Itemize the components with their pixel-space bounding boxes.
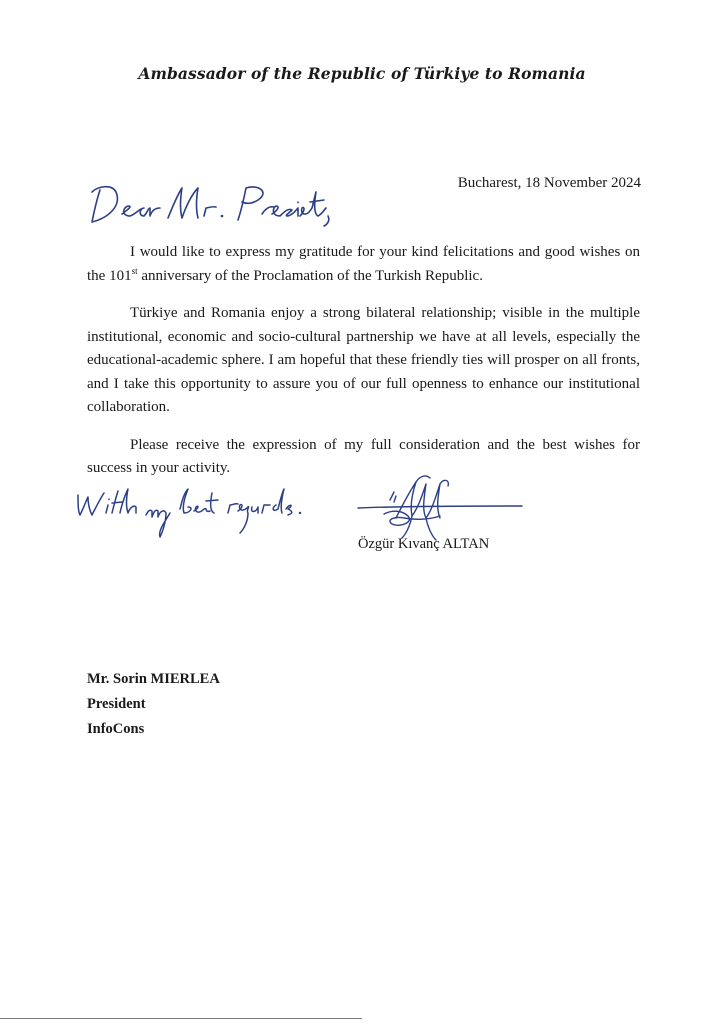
ordinal-suffix: st	[131, 265, 138, 276]
recipient-organization: InfoCons	[87, 721, 145, 737]
letter-date: Bucharest, 18 November 2024	[457, 175, 641, 191]
handwritten-closing	[72, 483, 307, 553]
paragraph-3: Please receive the expression of my full consideration and the best wishes for success in your activity.	[87, 436, 640, 476]
letterhead-title: Ambassador of the Republic of Türkiye to Romania	[138, 64, 586, 83]
handwritten-salutation	[86, 178, 336, 230]
signer-name: Özgür Kıvanç ALTAN	[358, 536, 490, 552]
paragraph-2: Türkiye and Romania enjoy a strong bilateral relationship; visible in the multiple institutional, economic and socio-cultural partnership we have at all levels, especially the educational-academic sphere. I am hopeful that these friendly ties will prosper on all fronts, and I take this opportunity to assure you of our full openness to enhance our institutional collaboration.	[87, 305, 640, 415]
paragraph-1: I would like to express my gratitude for your kind felicitations and good wishes on the 101st anniversary of the Proclamation of the Turkish Republic.	[87, 244, 640, 284]
page-edge-divider	[0, 1018, 362, 1019]
letter-body	[87, 241, 640, 495]
recipient-title: President	[87, 696, 146, 712]
recipient-block	[87, 667, 220, 742]
recipient-name: Mr. Sorin MIERLEA	[87, 671, 220, 687]
